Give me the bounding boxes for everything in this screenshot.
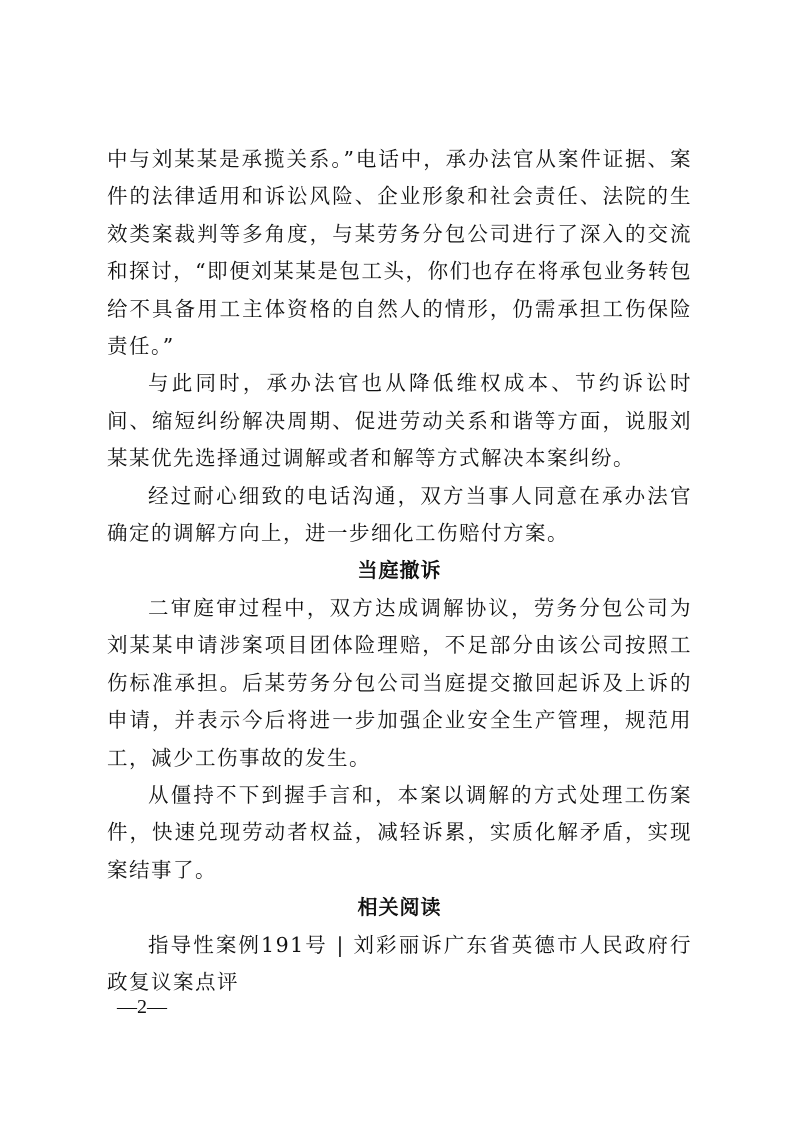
related-reading-link[interactable]: 指导性案例191号 | 刘彩丽诉广东省英德市人民政府行政复议案点评 — [107, 932, 692, 994]
page-number: —2— — [117, 996, 167, 1018]
paragraph-phone-communication: 经过耐心细致的电话沟通，双方当事人同意在承办法官确定的调解方向上，进一步细化工伤赔付方案。 — [107, 483, 692, 546]
section-heading-related-reading: 相关阅读 — [357, 895, 442, 920]
paragraph-continued: 中与刘某某是承揽关系。”电话中，承办法官从案件证据、案件的法律适用和诉讼风险、企业形象和社会责任、法院的生效类案裁判等多角度，与某劳务分包公司进行了深入的交流和探讨，“即便刘某某是包工头，你们也存在将承包业务转包给不具备用工主体资格的自然人的情形，仍需承担工伤保险责任。” — [107, 147, 692, 359]
section-heading-withdrawal: 当庭撤诉 — [357, 558, 442, 583]
paragraph-conclusion: 从僵持不下到握手言和，本案以调解的方式处理工伤案件，快速兑现劳动者权益，减轻诉累，实质化解矛盾，实现案结事了。 — [107, 782, 692, 882]
paragraph-mediation-persuasion: 与此同时，承办法官也从降低维权成本、节约诉讼时间、缩短纠纷解决周期、促进劳动关系和谐等方面，说服刘某某优先选择通过调解或者和解等方式解决本案纠纷。 — [107, 371, 692, 471]
document-body — [107, 141, 692, 1001]
paragraph-second-instance: 二审庭审过程中，双方达成调解协议，劳务分包公司为刘某某申请涉案项目团体险理赔，不足部分由该公司按照工伤标准承担。后某劳务分包公司当庭提交撤回起诉及上诉的申请，并表示今后将进一步加强企业安全生产管理，规范用工，减少工伤事故的发生。 — [107, 595, 692, 770]
